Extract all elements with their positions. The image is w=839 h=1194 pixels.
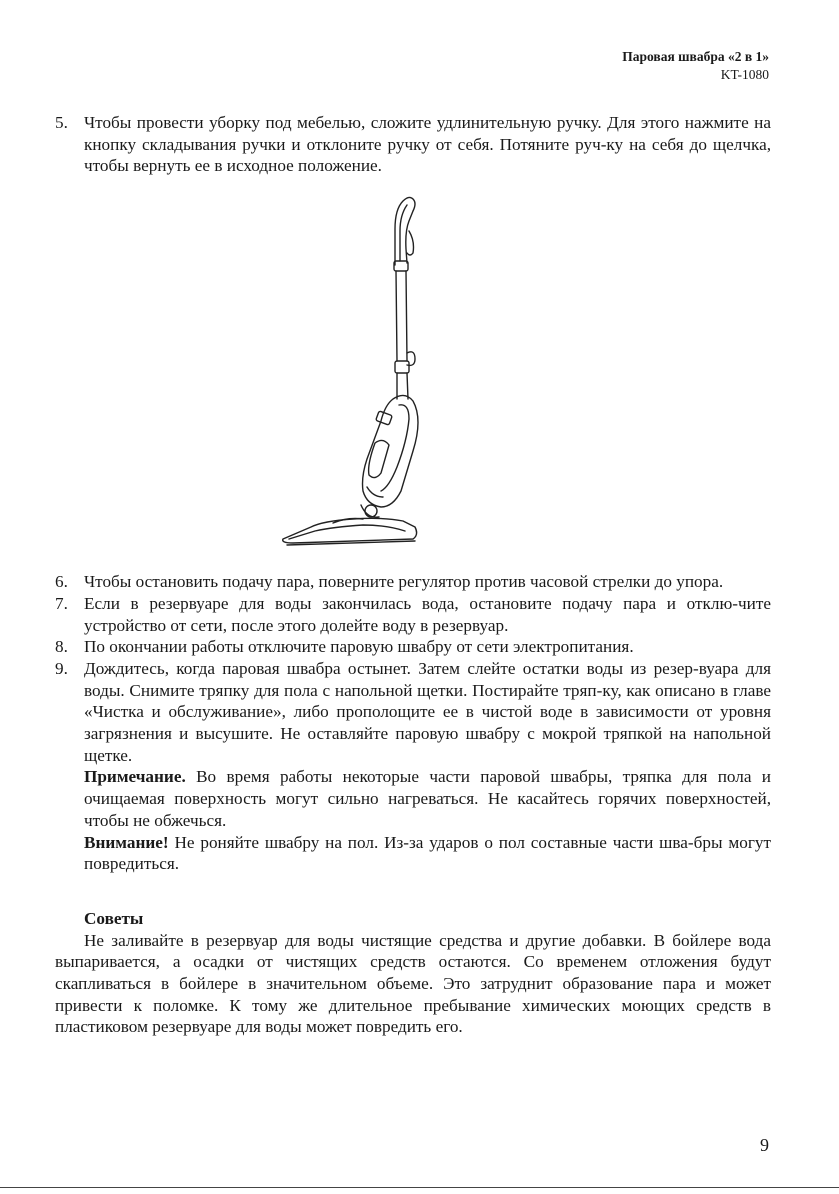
product-title: Паровая швабра «2 в 1» <box>622 49 769 64</box>
instruction-body <box>55 112 771 1038</box>
step-number: 5. <box>55 113 68 132</box>
page-header <box>622 48 769 84</box>
steam-mop-illustration <box>55 191 771 553</box>
step-text: Если в резервуаре для воды закончилась вода, остановите подачу пара и отклю-чите устройство от сети, после этого долейте воду в резервуар. <box>84 593 771 635</box>
step-text: Чтобы провести уборку под мебелью, сложите удлинительную ручку. Для этого нажмите на кнопку складывания ручки и отклоните ручку от себя. Потяните руч-ку на себя до щелчка, чтобы вернуть ее в исходное положение. <box>84 113 771 176</box>
step-text: Чтобы остановить подачу пара, поверните регулятор против часовой стрелки до упора. <box>84 572 724 592</box>
step-number: 7. <box>55 593 68 613</box>
step-number: 8. <box>55 637 68 657</box>
step-item <box>55 636 771 658</box>
step-item <box>55 593 771 636</box>
note-text: Во время работы некоторые части паровой швабры, тряпка для пола и очищаемая поверхность могут сильно нагреваться. Не касайтесь горячих поверхностей, чтобы не обжечься. <box>84 767 771 830</box>
step-text: По окончании работы отключите паровую швабру от сети электропитания. <box>84 637 634 657</box>
step-item <box>55 658 771 767</box>
step-item <box>55 571 771 593</box>
tips-heading: Советы <box>84 908 144 928</box>
step-item <box>55 112 771 177</box>
bottom-rule <box>0 1187 839 1188</box>
page-number: 9 <box>760 1135 769 1155</box>
step-number: 6. <box>55 572 68 592</box>
note-label: Примечание. <box>84 767 186 787</box>
step-number: 9. <box>55 658 68 678</box>
warning-paragraph <box>55 832 771 875</box>
step-text: Дождитесь, когда паровая швабра остынет. Затем слейте остатки воды из резер-вуара для воды. Снимите тряпку для пола с напольной щетки. Постирайте тряп-ку, как описано в главе «Чистка и обслуживание», либо прополощите ее в чистой воде в зависимости от уровня загрязнения и высушите. Не оставляйте паровую швабру с мокрой тряпкой на напольной щетке. <box>84 658 771 765</box>
model-number: KT-1080 <box>720 67 769 82</box>
tips-paragraph: Не заливайте в резервуар для воды чистящие средства и другие добавки. В бойлере вода выпаривается, а осадки от чистящих средств остаются. Со временем отложения будут скапливаться в бойлере в значительном объеме. Это затруднит образование пара и может привести к поломке. К тому же длительное пребывание химических моющих средств в пластиковом резервуаре для воды может повредить его. <box>55 930 771 1037</box>
warning-label: Внимание! <box>84 832 169 852</box>
note-paragraph <box>55 766 771 831</box>
warning-text: Не роняйте швабру на пол. Из-за ударов о пол составные части шва-бры могут повредиться. <box>84 832 771 874</box>
